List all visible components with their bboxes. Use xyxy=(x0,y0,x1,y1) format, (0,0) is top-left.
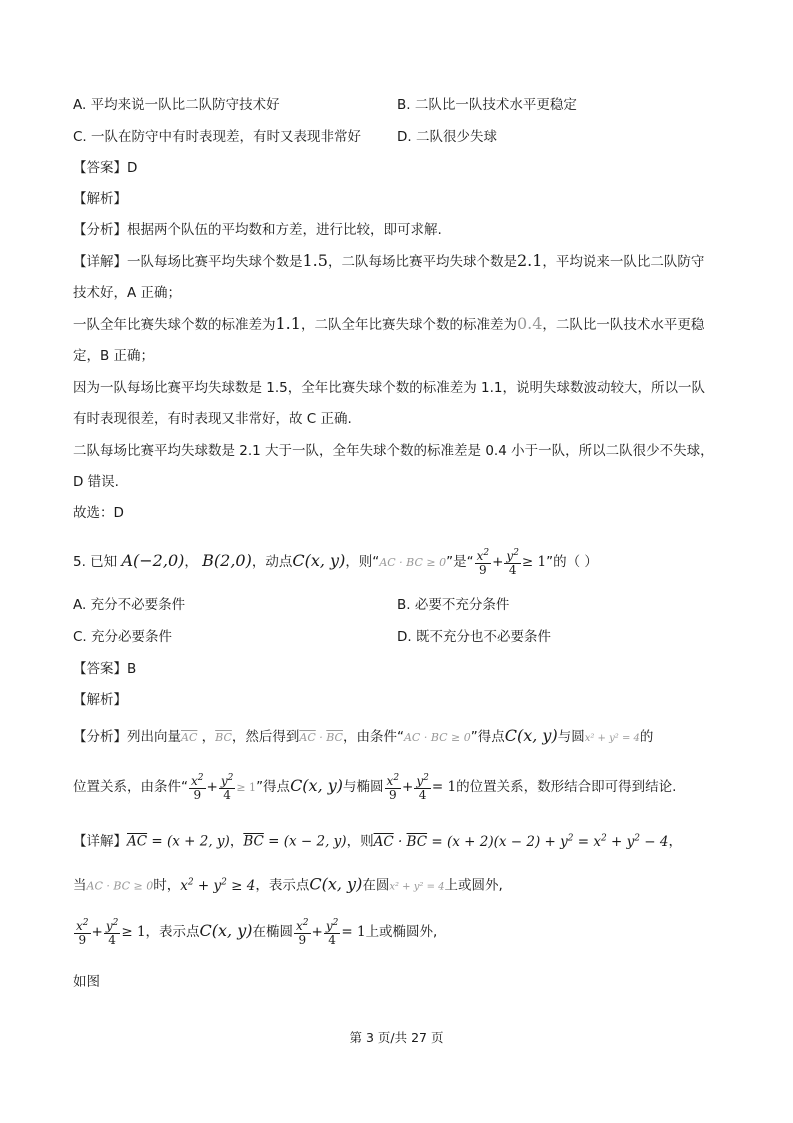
q5-bc-expr: $\overline{BC} = (x - 2$, y) xyxy=(243,833,347,850)
q4-mean-1: 1.5 xyxy=(302,251,328,270)
q5-fenxi-text: ，由条件“ xyxy=(342,729,404,745)
q5-detail-text: ，则 xyxy=(346,833,374,850)
q5-stem-text: ， xyxy=(184,554,198,570)
q4-detail-line-5: 因为一队每场比赛平均失球数是 1.5，全年比赛失球个数的标准差为 1.1，说明失球数波动较大，所以一队 xyxy=(73,380,706,396)
q5-condition-2-tail: ≥ 1 xyxy=(121,924,146,940)
q4-mean-2: 2.1 xyxy=(516,251,543,270)
q4-option-d: D. 二队很少失球 xyxy=(397,129,497,145)
q5-detail-text: 当 xyxy=(73,877,87,894)
q5-circle-eq: x² + y² = 4 xyxy=(389,881,445,893)
q5-stem-text: ，则“ xyxy=(345,554,380,570)
q4-fenxi: 【分析】根据两个队伍的平均数和方差，进行比较，即可求解. xyxy=(73,222,442,238)
q5-detail-text: ，表示点 xyxy=(145,924,200,940)
q5-ellipse-eq-tail: = 1 xyxy=(431,779,457,795)
q4-detail-text: ，平均说来一队比二队防守 xyxy=(542,254,705,270)
q4-detail-line-4: 定，B 正确； xyxy=(73,348,155,364)
q5-point-c: C(x, y) xyxy=(292,551,346,570)
q5-answer: 【答案】B xyxy=(73,661,137,677)
q5-point-c: C(x, y) xyxy=(504,726,558,745)
q5-fenxi-text: ，然后得到 xyxy=(231,729,300,745)
q5-detail-line-1: 【详解】$\overline{AC} = (x + 2$, y)，$\overline{BC} = (x - 2$, y)，则$\overline{AC} \cdot \overline{BC} = (x + 2)(x - 2) + y^2 = x^2 + y^2 - 4$， xyxy=(73,833,682,850)
q5-option-d: D. 既不充分也不必要条件 xyxy=(397,629,551,645)
q5-stem-text: ”的（ ） xyxy=(546,554,598,570)
q5-ellipse-eq-tail: = 1 xyxy=(341,924,366,940)
q5-stem-text: ，动点 xyxy=(251,554,293,570)
q4-detail-line-1 xyxy=(73,251,704,272)
q5-fenxi-text: 【分析】列出向量 xyxy=(73,729,181,745)
page-footer: 第 3 页/共 27 页 xyxy=(349,1030,444,1045)
q4-answer: 【答案】D xyxy=(73,160,138,176)
q4-detail-line-7: 二队每场比赛平均失球数是 2.1 大于一队，全年失球个数的标准差是 0.4 小于一队，所以二队很少不失球， xyxy=(73,443,714,459)
q5-stem-text: 5. 已知 xyxy=(73,554,118,570)
q4-detail-line-3 xyxy=(73,314,704,335)
q5-ineq: $x^2 + y^2 \ge 4$ xyxy=(180,877,256,894)
q5-option-c: C. 充分必要条件 xyxy=(73,629,173,645)
q4-std-2: 0.4 xyxy=(516,314,543,333)
q4-option-c: C. 一队在防守中有时表现差，有时又表现非常好 xyxy=(73,129,362,145)
q4-std-1: 1.1 xyxy=(275,314,301,333)
q5-condition-1: AC · BC ≥ 0 xyxy=(86,879,154,893)
q5-detail-text: ，表示点 xyxy=(255,877,310,894)
q5-frac-x2-9: $\frac{x^2}{9}$ xyxy=(386,773,400,802)
q5-fenxi-line-1: 【分析】列出向量$\overline{AC}$ ，$\overline{BC}$，然后得到$\overline{AC} \cdot \overline{BC}$，由条件“AC · BC ≥ 0”得点C(x, y)与圆x² + y² = 4的 xyxy=(73,726,654,745)
q5-detail-line-2 xyxy=(73,870,503,900)
q5-condition-2-tail: ≥ 1 xyxy=(236,781,257,794)
q5-frac-x2-9: $\frac{x^2}{9}$ xyxy=(296,918,309,947)
q5-detail-line-3: $\frac{x^2}{9}$ + $\frac{y^2}{4}$ ≥ 1，表示点C(x, y)在椭圆 $\frac{x^2}{9}$ + $\frac{y^2}{4}$ = 1上或椭圆外, xyxy=(76,918,438,947)
q5-dot-expr: $\overline{AC} \cdot \overline{BC} = (x + 2)(x - 2) + y^2 = x^2 + y^2 - 4$ xyxy=(373,833,669,850)
q4-option-b: B. 二队比一队技术水平更稳定 xyxy=(397,97,577,113)
q5-fenxi-text: ”得点 xyxy=(470,729,505,745)
q5-point-b: B(2,0) xyxy=(202,551,252,570)
q5-detail-text: 【详解】 xyxy=(73,833,127,850)
q5-detail-text: 上或椭圆外, xyxy=(365,924,438,940)
q4-option-a: A. 平均来说一队比二队防守技术好 xyxy=(73,97,280,113)
q5-condition-1: AC · BC ≥ 0 xyxy=(379,556,447,569)
q5-point-c: C(x, y) xyxy=(199,921,253,940)
q5-vec-bc: $\overline{BC}$ xyxy=(215,731,232,744)
q5-jiexi: 【解析】 xyxy=(73,692,127,708)
q5-detail-text: 时， xyxy=(153,877,181,894)
q5-detail-text: 在圆 xyxy=(362,877,390,894)
q5-fenxi-text: 与椭圆 xyxy=(343,779,384,795)
q5-frac-y2-4: $\frac{y^2}{4}$ xyxy=(220,773,234,802)
q4-detail-text: ，二队比一队技术水平更稳 xyxy=(542,317,705,333)
q5-stem-text: ”是“ xyxy=(446,554,474,570)
q4-detail-line-8: D 错误. xyxy=(73,474,119,490)
q5-detail-text: 在椭圆 xyxy=(252,924,294,940)
q5-vec-ac: $\overline{AC}$ xyxy=(181,731,198,744)
q4-detail-line-2: 技术好，A 正确； xyxy=(73,285,182,301)
q5-point-c: C(x, y) xyxy=(309,874,363,894)
q5-frac-y2-4: $\frac{y^2}{4}$ xyxy=(416,773,429,802)
q5-point-a: A(−2,0) xyxy=(121,551,185,570)
q5-condition-2-tail: ≥ 1 xyxy=(521,554,547,570)
q5-frac-y2-4: $\frac{y^2}{4}$ xyxy=(105,918,119,947)
q5-ru-tu: 如图 xyxy=(73,974,100,990)
q5-fenxi-text: ”得点 xyxy=(256,779,291,795)
q4-conclusion: 故选：D xyxy=(73,505,124,521)
q5-fenxi-line-2: 位置关系，由条件“ $\frac{x^2}{9}$ + $\frac{y^2}{4}$ ≥ 1”得点C(x, y)与椭圆 $\frac{x^2}{9}$ + $\frac{y^2}{4}$ = 1的位置关系，数形结合即可得到结论. xyxy=(73,773,677,802)
q5-frac-x2-9: $\frac{x^2}{9}$ xyxy=(191,773,204,802)
q4-jiexi: 【解析】 xyxy=(73,191,127,207)
q5-option-b: B. 必要不充分条件 xyxy=(397,597,510,613)
q5-vec-dot: $\overline{AC} \cdot \overline{BC}$ xyxy=(299,731,343,744)
q5-fenxi-text: 与圆 xyxy=(557,729,585,745)
q5-stem: 5. 已知 A(−2,0)， B(2,0)，动点C(x, y)，则“AC · BC ≥ 0”是“ $\frac{x^2}{9}$ + $\frac{y^2}{4}$ ≥ 1”的（ ） xyxy=(73,548,598,577)
q5-frac-y2-4: $\frac{y^2}{4}$ xyxy=(506,548,519,577)
q5-detail-text: 上或圆外, xyxy=(444,877,503,894)
q5-condition-1: AC · BC ≥ 0 xyxy=(403,731,471,744)
q4-detail-text: 【详解】一队每场比赛平均失球个数是 xyxy=(73,254,303,270)
q5-fenxi-text: 位置关系，由条件“ xyxy=(73,779,188,795)
q5-frac-x2-9: $\frac{x^2}{9}$ xyxy=(76,918,89,947)
q5-option-a: A. 充分不必要条件 xyxy=(73,597,186,613)
q5-fenxi-text: 的位置关系，数形结合即可得到结论. xyxy=(456,779,677,795)
q5-point-c: C(x, y) xyxy=(290,776,344,795)
q4-detail-text: ，二队每场比赛平均失球个数是 xyxy=(327,254,517,270)
q4-detail-line-6: 有时表现很差，有时表现又非常好，故 C 正确. xyxy=(73,411,352,427)
q5-frac-x2-9: $\frac{x^2}{9}$ xyxy=(476,548,490,577)
q5-circle-eq: x² + y² = 4 xyxy=(584,733,640,744)
q4-detail-text: 一队全年比赛失球个数的标准差为 xyxy=(73,317,276,333)
q5-frac-y2-4: $\frac{y^2}{4}$ xyxy=(325,918,339,947)
q4-detail-text: ，二队全年比赛失球个数的标准差为 xyxy=(300,317,517,333)
q5-fenxi-text: 的 xyxy=(639,729,654,745)
q5-ac-expr: $\overline{AC} = (x + 2$, y) xyxy=(127,833,230,850)
